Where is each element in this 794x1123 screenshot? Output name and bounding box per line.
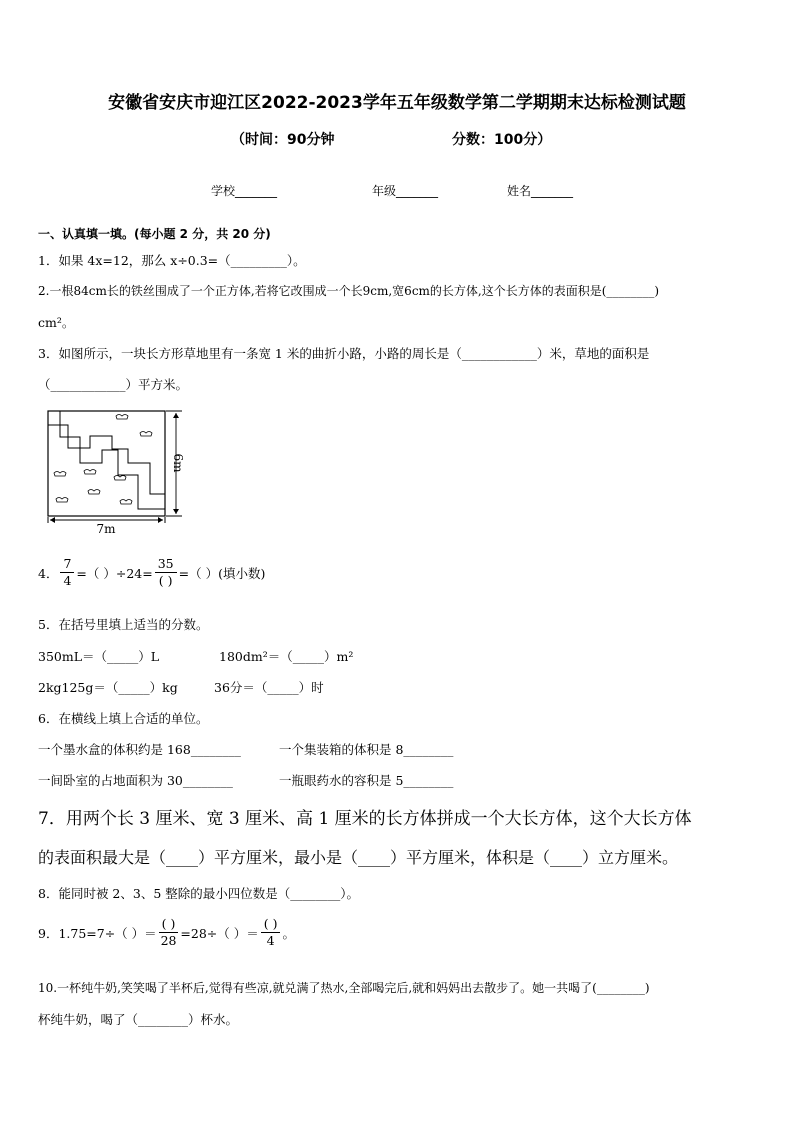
page-title: 安徽省安庆市迎江区2022-2023学年五年级数学第二学期期末达标检测试题 — [108, 93, 686, 113]
section-heading: 一、认真填一填。(每小题 2 分，共 20 分) — [38, 227, 271, 241]
time-label: （时间：90分钟 — [231, 132, 335, 148]
question-6-d: 一瓶眼药水的容积是 5________ — [279, 773, 454, 788]
height-label: 6m — [171, 453, 185, 473]
question-10-line1: 10.一杯纯牛奶,笑笑喝了半杯后,觉得有些凉,就兑满了热水,全部喝完后,就和妈妈出去散步了。她一共喝了(________) — [38, 981, 650, 995]
question-6-b: 一个集装箱的体积是 8________ — [279, 742, 454, 757]
grade-field: 年级_______ — [372, 184, 439, 198]
question-5-a: 350mL＝（_____）L — [38, 649, 160, 664]
question-5-d: 36分＝（_____）时 — [214, 680, 324, 695]
question-3-line1: 3．如图所示，一块长方形草地里有一条宽 1 米的曲折小路，小路的周长是（____________）米，草地的面积是 — [38, 346, 650, 361]
question-5-c: 2kg125g＝（_____）kg — [38, 680, 178, 695]
question-1: 1．如果 4x=12，那么 x÷0.3=（_________）。 — [38, 253, 306, 268]
name-field: 姓名_______ — [507, 184, 574, 198]
width-label: 7m — [96, 522, 116, 536]
question-2-line1: 2.一根84cm长的铁丝围成了一个正方体,若将它改围成一个长9cm,宽6cm的长方体,这个长方体的表面积是(________) — [38, 284, 660, 298]
grass-icon — [54, 415, 152, 505]
school-field: 学校_______ — [211, 184, 278, 198]
question-5-b: 180dm²＝（_____）m² — [219, 649, 354, 664]
question-9: 9．1.75=7÷（ ）＝ $\frac{( )}{28}$ =28÷（ ）＝ $\frac{( )}{4}$ 。 — [38, 916, 295, 948]
question-6: 6．在横线上填上合适的单位。 — [38, 711, 209, 726]
question-2-line2: cm²。 — [38, 315, 75, 330]
question-10-line2: 杯纯牛奶，喝了（________）杯水。 — [38, 1012, 239, 1027]
question-3-line2: （____________）平方米。 — [38, 377, 189, 392]
question-4: 4． $\frac{7}{4}$ =（ ）÷24= $\frac{35}{( )}$ =（ ）(填小数) — [38, 556, 266, 588]
question-7-line2: 的表面积最大是（____）平方厘米，最小是（____）平方厘米，体积是（____）立方厘米。 — [38, 848, 679, 867]
question-7-line1: 7．用两个长 3 厘米、宽 3 厘米、高 1 厘米的长方体拼成一个大长方体，这个大长方体 — [38, 809, 692, 829]
question-6-c: 一间卧室的占地面积为 30________ — [38, 773, 233, 788]
lawn-figure — [40, 405, 190, 537]
question-6-a: 一个墨水盒的体积约是 168________ — [38, 742, 241, 757]
score-label: 分数：100分） — [452, 132, 552, 148]
question-5: 5．在括号里填上适当的分数。 — [38, 617, 209, 632]
question-8: 8．能同时被 2、3、5 整除的最小四位数是（________）。 — [38, 886, 360, 901]
